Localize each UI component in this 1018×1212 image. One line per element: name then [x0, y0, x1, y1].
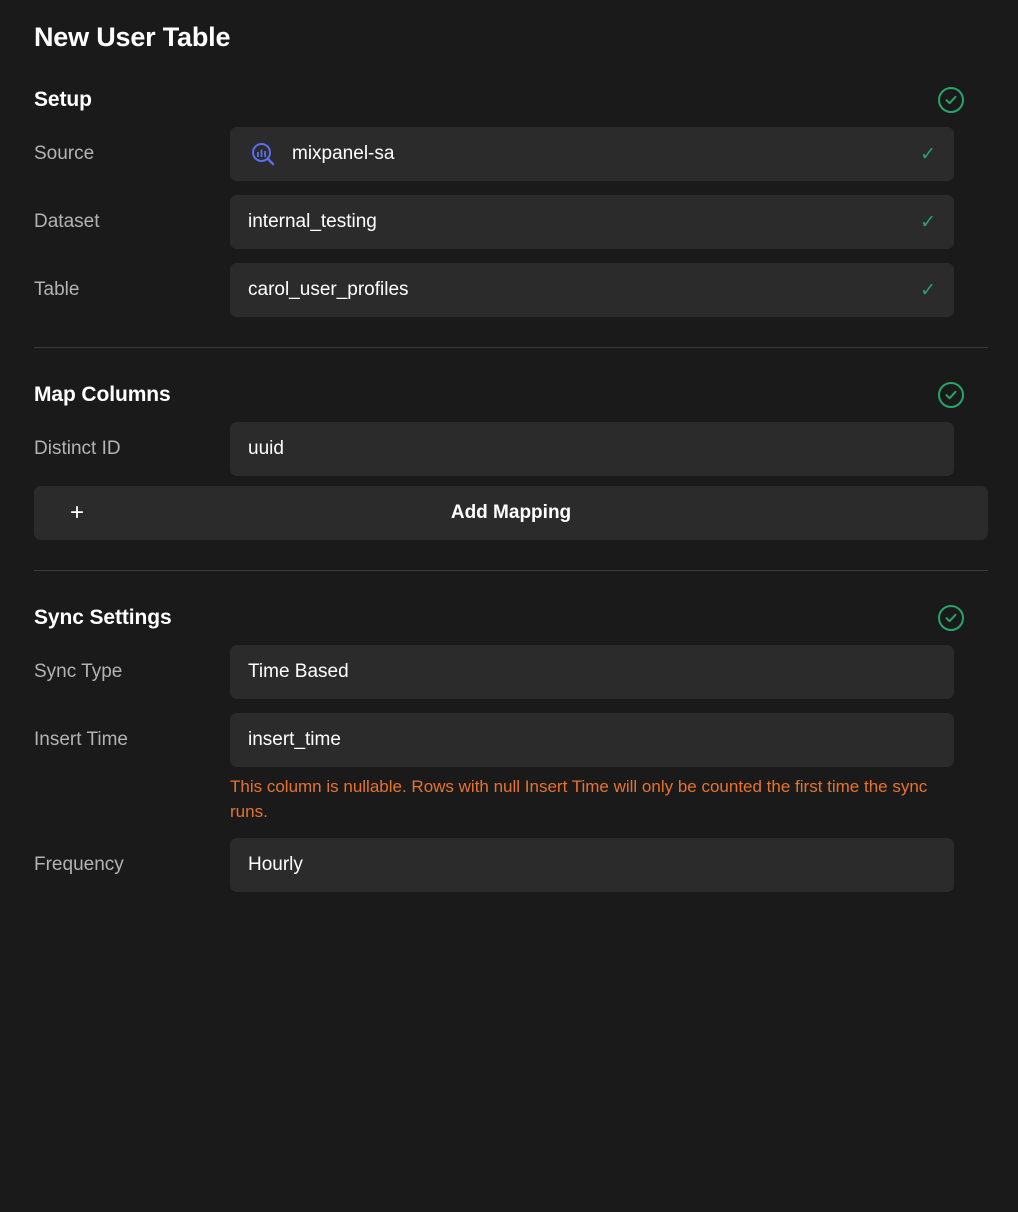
table-valid-icon: ✓: [920, 279, 936, 301]
insert-time-label: Insert Time: [34, 729, 128, 750]
sync-settings-section-header: [32, 605, 986, 631]
dataset-select[interactable]: [230, 195, 954, 249]
dataset-valid-icon: ✓: [920, 211, 936, 233]
frequency-label: Frequency: [34, 854, 124, 876]
table-label: Table: [34, 279, 80, 300]
source-valid-icon: ✓: [920, 143, 936, 165]
sync-type-row: [32, 645, 986, 699]
source-label: Source: [34, 143, 95, 164]
insert-time-value: insert_time: [248, 729, 341, 750]
map-columns-divider: [34, 570, 988, 571]
check-circle-icon: [938, 382, 964, 408]
frequency-row: [32, 838, 986, 892]
frequency-select[interactable]: [230, 838, 954, 892]
map-columns-section: [32, 382, 986, 540]
setup-divider: [34, 347, 988, 348]
map-columns-section-title: Map Columns: [34, 383, 171, 406]
plus-icon: +: [70, 499, 85, 526]
source-row: [32, 127, 986, 181]
distinct-id-label: Distinct ID: [34, 438, 121, 459]
table-row: [32, 263, 986, 317]
distinct-id-value: uuid: [248, 438, 284, 459]
check-circle-icon: [938, 87, 964, 113]
distinct-id-select[interactable]: [230, 422, 954, 476]
mixpanel-source-icon: [248, 139, 278, 169]
add-mapping-label: Add Mapping: [450, 502, 572, 523]
insert-time-select[interactable]: [230, 713, 954, 767]
frequency-value: Hourly: [248, 854, 303, 876]
setup-section: [32, 87, 986, 317]
insert-time-warning: This column is nullable. Rows with null Insert Time will only be counted the first time the sync runs.: [230, 777, 928, 821]
distinct-id-row: [32, 422, 986, 476]
source-select[interactable]: [230, 127, 954, 181]
sync-type-value: Time Based: [248, 661, 349, 682]
sync-type-select[interactable]: [230, 645, 954, 699]
setup-section-title: Setup: [34, 88, 92, 111]
setup-section-header: [32, 87, 986, 113]
check-circle-icon: [938, 605, 964, 631]
map-columns-section-header: [32, 382, 986, 408]
add-mapping-button[interactable]: [34, 486, 988, 540]
table-value: carol_user_profiles: [248, 279, 409, 300]
dataset-label: Dataset: [34, 211, 100, 232]
sync-settings-section-title: Sync Settings: [34, 606, 172, 629]
dataset-value: internal_testing: [248, 211, 377, 232]
sync-type-label: Sync Type: [34, 661, 123, 682]
source-value: mixpanel-sa: [292, 143, 395, 164]
dataset-row: [32, 195, 986, 249]
page-title: New User Table: [34, 22, 231, 52]
insert-time-row: [32, 713, 986, 767]
table-select[interactable]: [230, 263, 954, 317]
sync-settings-section: [32, 605, 986, 892]
